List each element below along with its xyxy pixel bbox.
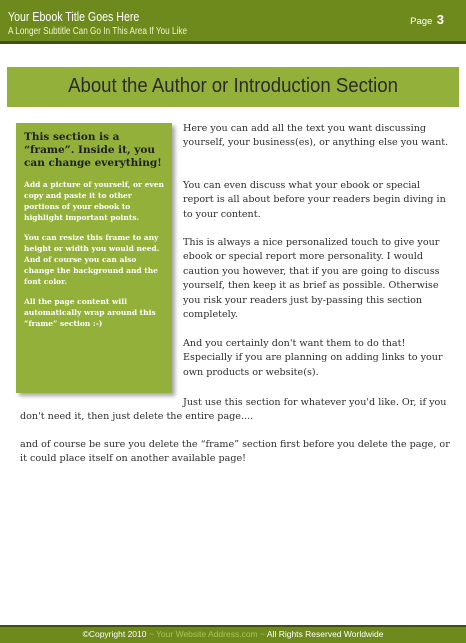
footer-separator: ~ xyxy=(260,629,265,639)
body-paragraph: This is always a nice personalized touch to give your ebook or special report more personality. I would caution you however, that if you are going to discuss yourself, then keep it as brief as possible. Otherwise you risk your readers just by-passing this section completely. xyxy=(183,237,440,321)
page-header xyxy=(0,0,466,44)
body-paragraph: You can even discuss what your ebook or special report is all about before your readers begin diving in to your content. xyxy=(183,180,446,220)
ebook-subtitle: A Longer Subtitle Can Go In This Area If You Like xyxy=(8,26,188,37)
footer-text xyxy=(0,629,466,639)
section-title: About the Author or Introduction Section xyxy=(68,75,398,97)
page-number: 3 xyxy=(436,12,444,27)
website-link[interactable]: Your Website Address.com xyxy=(156,629,258,639)
rights-text: All Rights Reserved Worldwide xyxy=(266,629,384,639)
page-label: Page xyxy=(410,16,433,27)
body-paragraph: and of course be sure you delete the “frame” section first before you delete the page, or it could place itself on another available page! xyxy=(20,439,450,465)
page-footer xyxy=(0,625,466,643)
body-paragraph: And you certainly don't want them to do that! Especially if you are planning on adding links to your own products or website(s). xyxy=(183,338,443,378)
copyright-text: ©Copyright 2010 xyxy=(82,629,147,639)
frame-paragraph: Add a picture of yourself, or even copy and paste it to other portions of your ebook to highlight important points. xyxy=(24,180,164,222)
frame-paragraph: You can resize this frame to any height or width you would need. And of course you can also change the background and the font color. xyxy=(24,233,160,286)
page-indicator xyxy=(410,11,444,29)
footer-separator: ~ xyxy=(148,629,154,639)
ebook-title: Your Ebook Title Goes Here xyxy=(8,10,140,24)
frame-heading: This section is a “frame”. Inside it, you can change everything! xyxy=(24,131,162,169)
frame-section xyxy=(16,123,172,393)
frame-paragraph: All the page content will automatically wrap around this “frame” section :-) xyxy=(24,297,156,328)
section-title-band xyxy=(7,67,459,107)
body-paragraph: Just use this section for whatever you'd like. Or, if you don't need it, then just delete the entire page.... xyxy=(20,397,447,423)
body-paragraph: Here you can add all the text you want discussing yourself, your business(es), or anything else you want. xyxy=(183,123,449,149)
